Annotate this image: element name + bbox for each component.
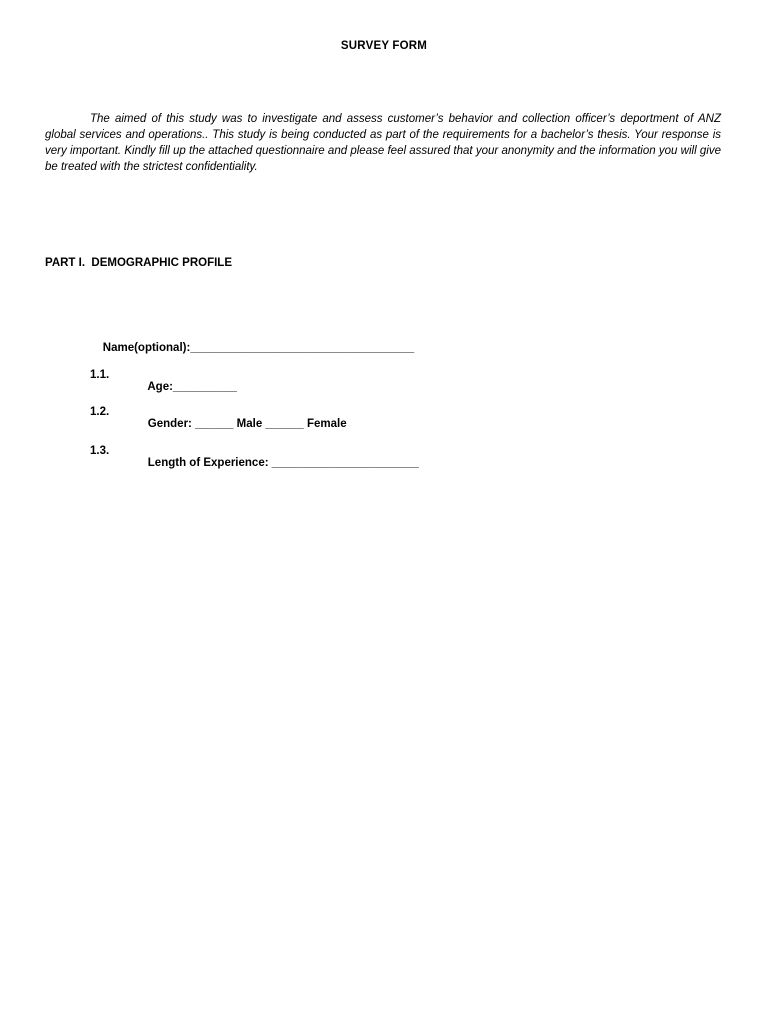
part1-heading: PART I. DEMOGRAPHIC PROFILE	[45, 257, 232, 269]
name-field-blank[interactable]: ___________________________________	[190, 342, 415, 354]
document-title: SURVEY FORM	[340, 40, 428, 52]
gender-female-option: Female	[303, 418, 347, 430]
gender-field-row	[135, 406, 347, 442]
item-number-age: 1.1.	[90, 369, 110, 381]
age-field-blank[interactable]: __________	[172, 381, 237, 393]
intro-paragraph: The aimed of this study was to investigate and assess customer’s behavior and collection officer’s deportment of ANZ global services and operations.. This study is being conducted as part of the requirements for a bachelor’s thesis. Your response is very important. Kindly fill up the attached questionnaire and please feel assured that your anonymity and the information you will give be treated with the strictest confidentiality.	[45, 113, 721, 173]
experience-field-label: Length of Experience:	[147, 457, 272, 469]
experience-field-row	[135, 445, 419, 481]
name-field-row	[90, 330, 414, 366]
gender-female-blank[interactable]: ______	[265, 418, 304, 430]
gender-field-label: Gender:	[147, 418, 196, 430]
name-field-label: Name(optional):	[102, 342, 191, 354]
experience-field-blank[interactable]: _______________________	[271, 457, 419, 469]
age-field-label: Age:	[147, 381, 173, 393]
age-field-row	[135, 369, 237, 405]
item-number-experience: 1.3.	[90, 445, 110, 457]
gender-male-option: Male	[233, 418, 266, 430]
gender-male-blank[interactable]: ______	[195, 418, 234, 430]
item-number-gender: 1.2.	[90, 406, 110, 418]
